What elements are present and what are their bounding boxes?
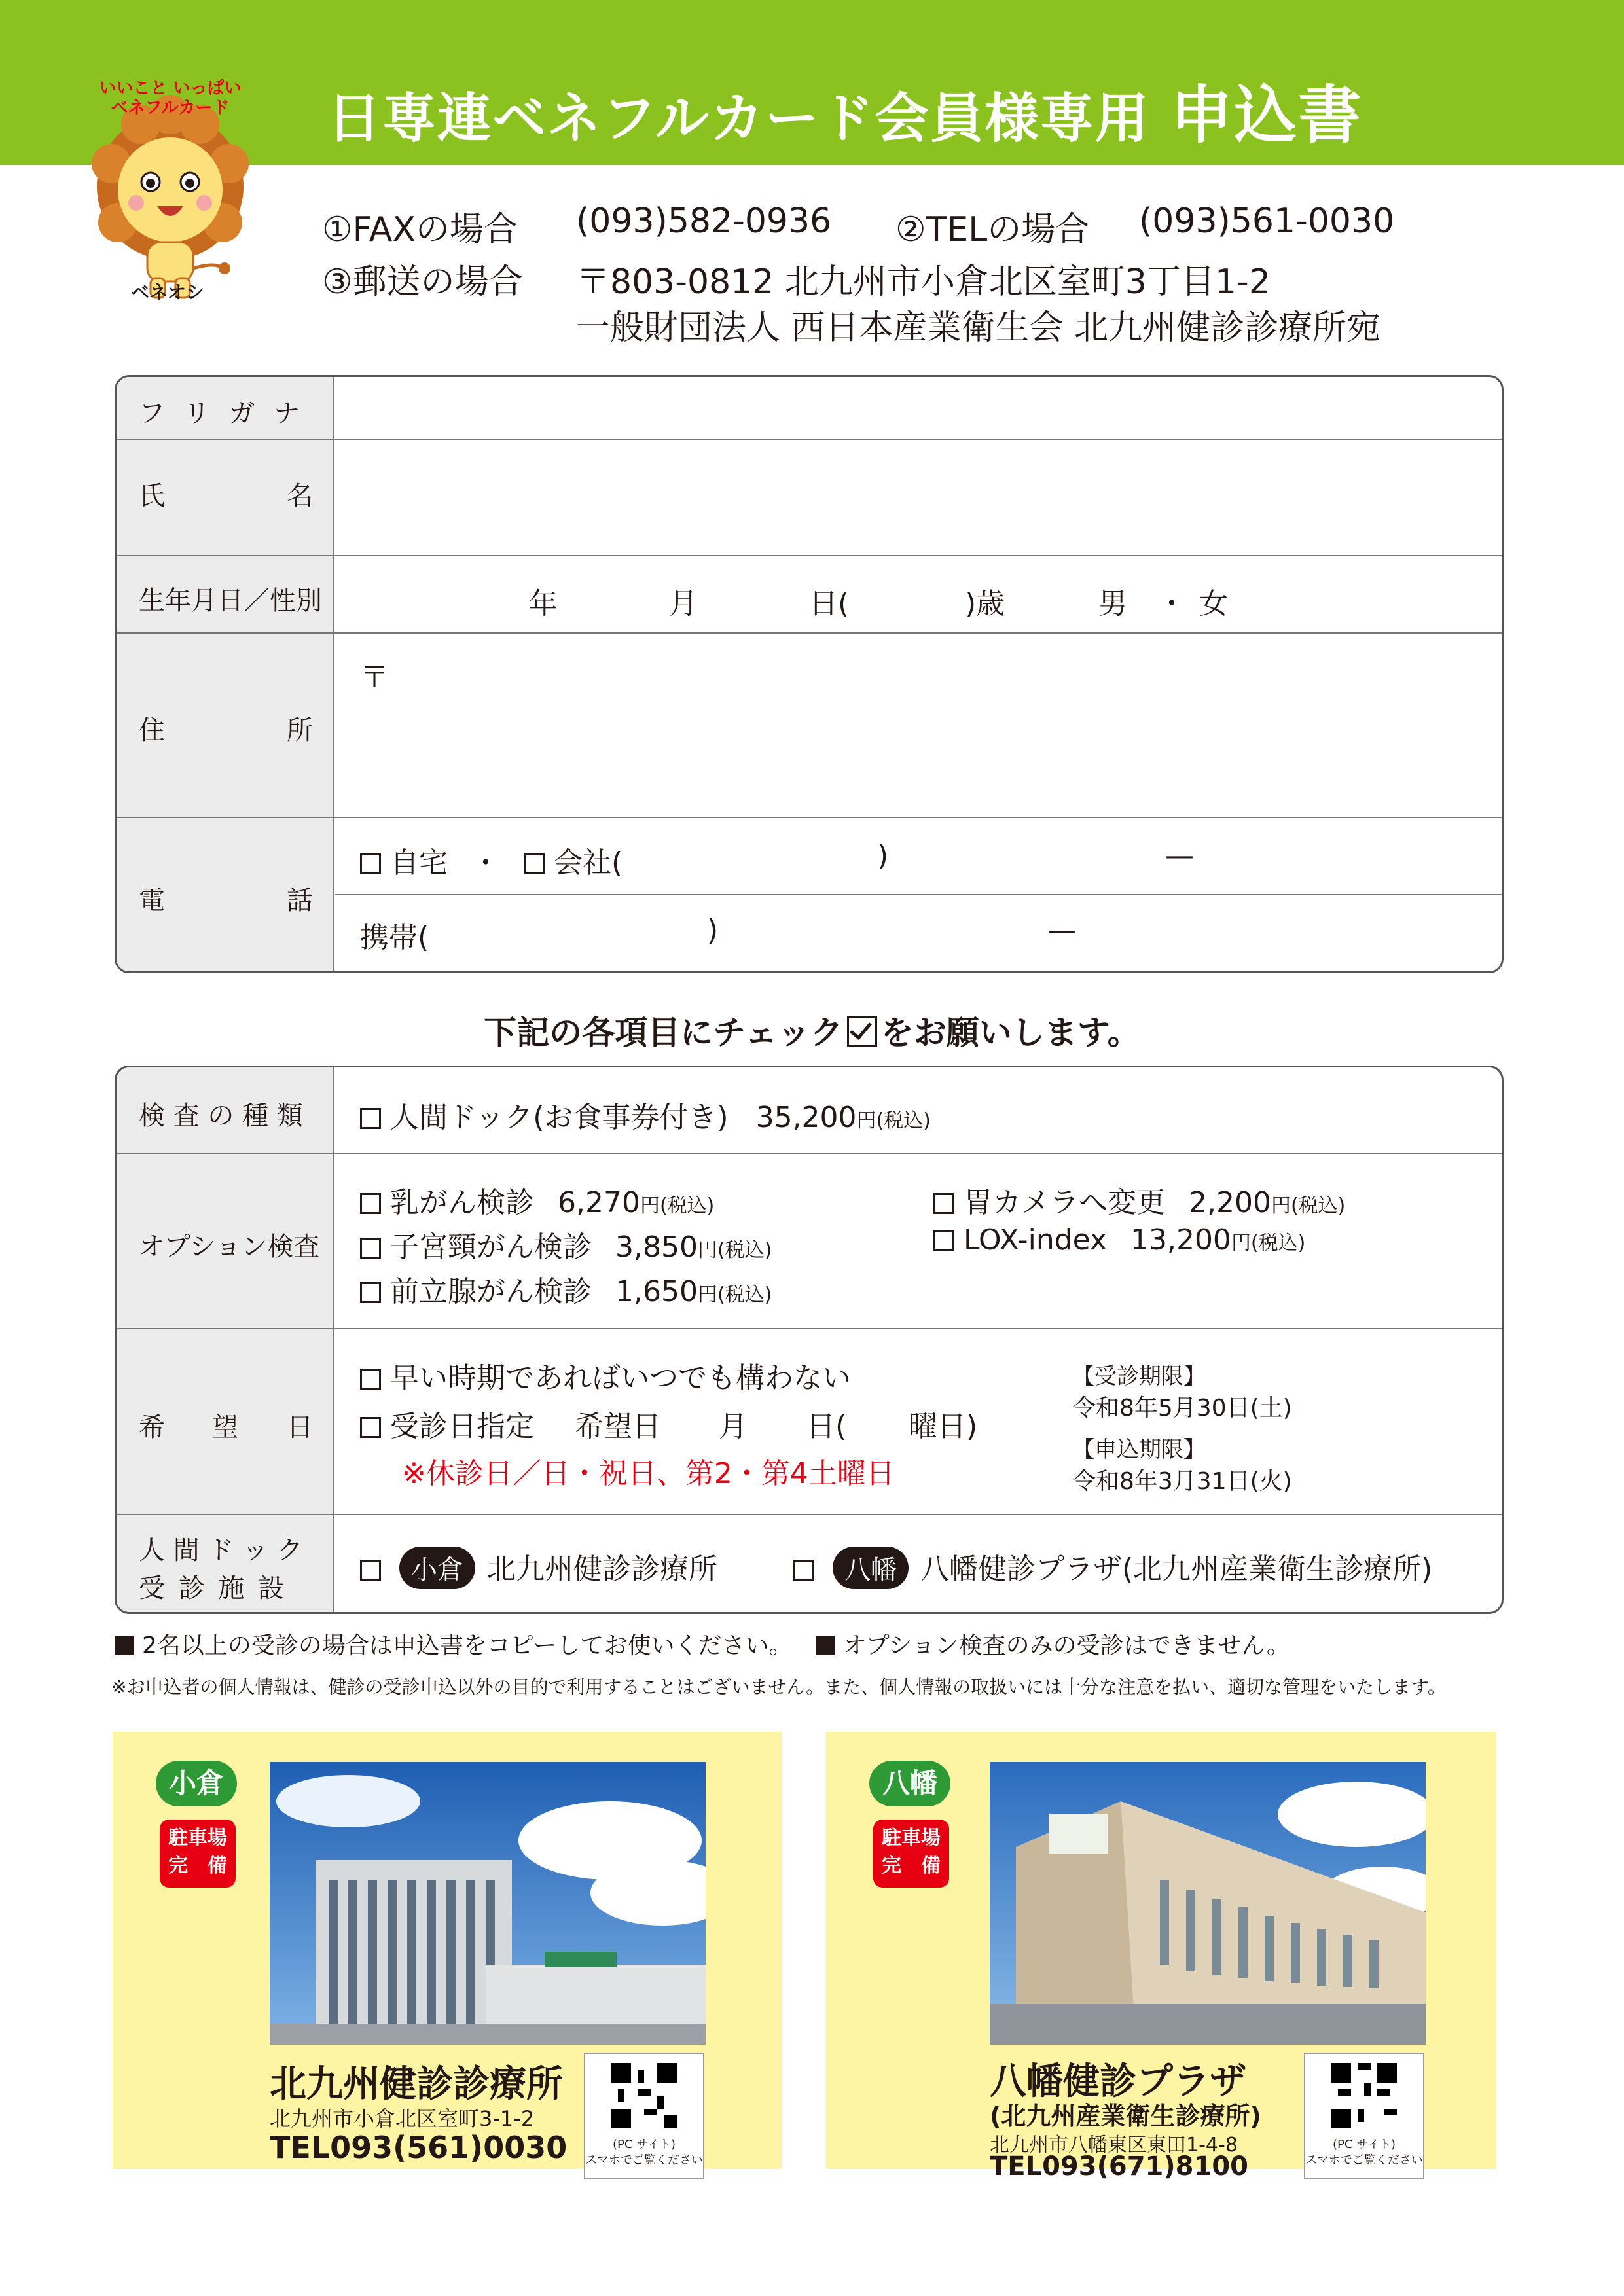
phone-divider [335, 894, 1502, 895]
date-label-3: 日 [287, 1412, 313, 1443]
option-price-unit: 円(税込) [697, 1283, 772, 1306]
birth-row [117, 555, 1502, 634]
wish-month-unit: 月 [719, 1410, 748, 1443]
parking-line-1: 駐車場 [168, 1827, 227, 1850]
notes-line [115, 1627, 1290, 1660]
parking-line-1: 駐車場 [882, 1827, 941, 1850]
wish-date-label: 希望日 [575, 1410, 661, 1443]
exam-form [115, 1066, 1504, 1614]
qr-code-icon [611, 2063, 677, 2128]
mascot-slogan: いいこと いっぱい ベネフルカード [99, 79, 242, 118]
option-cervical [360, 1223, 772, 1265]
option-name: 胃カメラへ変更 [964, 1186, 1165, 1219]
bullet-square-icon [816, 1636, 835, 1655]
checked-box-icon [847, 1016, 877, 1047]
dock-price-unit: 円(税込) [856, 1109, 931, 1132]
furigana-label: フ リ ガ ナ [139, 399, 306, 429]
privacy-note: ※お申込者の個人情報は、健診の受診申込以外の目的で利用することはございません。また、個人情報の取扱いには十分な注意を払い、適切な管理をいたします。 [111, 1676, 1446, 1698]
exam-type-row [117, 1067, 1502, 1153]
cervical-checkbox[interactable] [360, 1238, 381, 1259]
yahata-tag: 八幡 [833, 1547, 909, 1589]
bullet-square-icon [115, 1636, 134, 1655]
mobile-label: 携帯( [360, 921, 429, 954]
option-name: 前立腺がん検診 [390, 1275, 592, 1308]
facility-label-1: 人 間 ド ッ ク [139, 1535, 303, 1566]
option-price-unit: 円(税込) [1271, 1194, 1346, 1217]
birth-month-unit: 月 [669, 587, 698, 620]
option-gastro [933, 1179, 1345, 1221]
mail-address: 〒803-0812 北九州市小倉北区室町3丁目1-2 [576, 262, 1271, 302]
wish-day-unit: 日( [806, 1410, 847, 1443]
wish-weekday-unit: 曜日) [909, 1410, 978, 1443]
kokura-building-photo [270, 1762, 706, 2045]
clinic-tel: TEL093(671)8100 [990, 2151, 1248, 2181]
furigana-input[interactable] [335, 377, 1502, 439]
facility-row [117, 1514, 1502, 1613]
yahata-facility: 八幡健診プラザ(北九州産業衛生診療所) [920, 1552, 1433, 1586]
option-row [117, 1153, 1502, 1329]
option-price: 3,850 [615, 1230, 698, 1264]
breast-checkbox[interactable] [360, 1193, 381, 1214]
option-price-unit: 円(税込) [697, 1239, 772, 1262]
phone-dash: — [1165, 839, 1194, 872]
birth-label: 生年月日／性別 [139, 586, 322, 616]
name-row [117, 439, 1502, 556]
phone-label-2: 話 [287, 886, 313, 916]
address-label-1: 住 [139, 715, 165, 745]
page-title [327, 65, 1362, 155]
furigana-row [117, 377, 1502, 439]
dock-price: 35,200 [755, 1101, 857, 1134]
dock-item: 人間ドック(お食事券付き) [390, 1101, 729, 1134]
specify-checkbox[interactable] [360, 1417, 381, 1438]
holiday-note: ※休診日／日・祝日、第2・第4土曜日 [402, 1457, 895, 1490]
qr-code[interactable] [584, 2053, 704, 2179]
qr-code[interactable] [1304, 2053, 1424, 2179]
address-row [117, 632, 1502, 818]
yahata-checkbox[interactable] [793, 1560, 814, 1581]
deadline-exam: 令和8年5月30日(土) [1072, 1395, 1292, 1422]
qr-caption-1: (PC サイト) [613, 2138, 676, 2151]
phone-row [117, 817, 1502, 973]
note-copy: 2名以上の受診の場合は申込書をコピーしてお使いください。 [142, 1632, 793, 1659]
qr-caption-2: スマホでご覧ください [585, 2153, 703, 2167]
deadline-apply-label: 【申込期限】 [1072, 1437, 1206, 1463]
birth-age-unit: )歳 [965, 587, 1005, 620]
name-input[interactable] [335, 440, 1502, 556]
mobile-paren-close: ) [707, 914, 719, 947]
qr-code-icon [1331, 2063, 1397, 2128]
mail-recipient: 一般財団法人 西日本産業衛生会 北九州健診診療所宛 [576, 308, 1381, 348]
deadline-exam-label: 【受診期限】 [1072, 1363, 1206, 1390]
prostate-checkbox[interactable] [360, 1282, 381, 1303]
phone-paren-close: ) [877, 839, 889, 872]
tel-label: ②TELの場合 [895, 210, 1090, 249]
work-label: 会社( [554, 846, 623, 880]
phone-sep: ・ [471, 846, 500, 880]
phone-label-1: 電 [139, 886, 165, 916]
clinic-tel: TEL093(561)0030 [270, 2130, 568, 2165]
applicant-form [115, 375, 1504, 973]
tel-number: (093)561-0030 [1139, 202, 1395, 241]
lox-checkbox[interactable] [933, 1230, 954, 1251]
anytime-checkbox[interactable] [360, 1369, 381, 1390]
fax-number: (093)582-0936 [576, 202, 832, 241]
option-name: 乳がん検診 [390, 1186, 534, 1219]
name-label-1: 氏 [139, 481, 165, 511]
option-label: オプション検査 [139, 1232, 320, 1262]
anytime-label: 早い時期であればいつでも構わない [390, 1361, 851, 1395]
postal-mark: 〒 [360, 660, 389, 694]
parking-badge [873, 1820, 949, 1888]
kokura-tag: 小倉 [399, 1547, 475, 1589]
option-price: 2,200 [1189, 1186, 1271, 1219]
date-label-1: 希 [139, 1412, 165, 1443]
exam-type-label: 検 査 の 種 類 [139, 1101, 303, 1131]
clinic-subname: (北九州産業衛生診療所) [990, 2102, 1261, 2130]
specify-label: 受診日指定 [390, 1410, 534, 1443]
address-label-2: 所 [287, 715, 313, 745]
address-input[interactable] [335, 634, 1502, 818]
gender-separator: ・ [1157, 587, 1186, 620]
option-breast [360, 1179, 714, 1221]
clinic-address: 北九州市小倉北区室町3-1-2 [270, 2106, 535, 2131]
date-label-2: 望 [212, 1412, 238, 1443]
birth-day-unit: 日( [809, 587, 850, 620]
gastro-checkbox[interactable] [933, 1193, 954, 1214]
option-price: 6,270 [558, 1186, 640, 1219]
check-instruction-before: 下記の各項目にチェック [484, 1013, 843, 1052]
option-lox [933, 1223, 1305, 1257]
qr-caption-1: (PC サイト) [1333, 2138, 1396, 2151]
option-price-unit: 円(税込) [640, 1194, 715, 1217]
mobile-dash: — [1047, 914, 1076, 947]
name-label-2: 名 [287, 481, 313, 511]
parking-line-2: 完 備 [882, 1854, 941, 1877]
gender-male[interactable]: 男 [1098, 587, 1127, 620]
fax-label: ①FAXの場合 [322, 210, 518, 249]
home-label: 自宅 [390, 846, 448, 880]
birth-year-unit: 年 [529, 587, 558, 620]
check-instruction [0, 1007, 1624, 1054]
title-suffix: 申込書 [1170, 79, 1363, 152]
clinic-card-yahata [826, 1732, 1496, 2181]
gender-female[interactable]: 女 [1199, 587, 1228, 620]
title-main: 日専連ベネフルカード会員様専用 [327, 88, 1150, 150]
option-price: 13,200 [1130, 1223, 1231, 1257]
clinic-card-kokura [113, 1732, 782, 2169]
option-price: 1,650 [615, 1275, 698, 1308]
option-name: LOX-index [964, 1223, 1107, 1257]
date-row [117, 1328, 1502, 1515]
deadline-apply: 令和8年3月31日(火) [1072, 1468, 1292, 1495]
note-option-only: オプション検査のみの受診はできません。 [842, 1632, 1290, 1659]
parking-line-2: 完 備 [168, 1854, 227, 1877]
check-instruction-after: をお願いします。 [880, 1013, 1140, 1052]
work-checkbox[interactable] [524, 853, 545, 874]
option-prostate [360, 1268, 772, 1310]
kokura-checkbox[interactable] [360, 1560, 381, 1581]
facility-label-2: 受 診 施 設 [139, 1573, 287, 1604]
dock-checkbox[interactable] [360, 1108, 381, 1129]
clinic-badge: 小倉 [156, 1761, 237, 1806]
mascot-name: ベネオシ [131, 281, 205, 303]
clinic-badge: 八幡 [869, 1761, 950, 1806]
clinic-name: 八幡健診プラザ [990, 2060, 1246, 2103]
home-checkbox[interactable] [360, 853, 381, 874]
mail-label: ③郵送の場合 [322, 262, 523, 302]
kokura-facility: 北九州健診診療所 [487, 1552, 717, 1586]
parking-badge [160, 1820, 236, 1888]
option-price-unit: 円(税込) [1231, 1232, 1306, 1255]
yahata-building-photo [990, 1762, 1426, 2045]
clinic-address: 北九州市八幡東区東田1-4-8 [990, 2134, 1238, 2157]
clinic-name: 北九州健診診療所 [270, 2063, 563, 2106]
qr-caption-2: スマホでご覧ください [1305, 2153, 1423, 2167]
option-name: 子宮頸がん検診 [390, 1230, 592, 1264]
